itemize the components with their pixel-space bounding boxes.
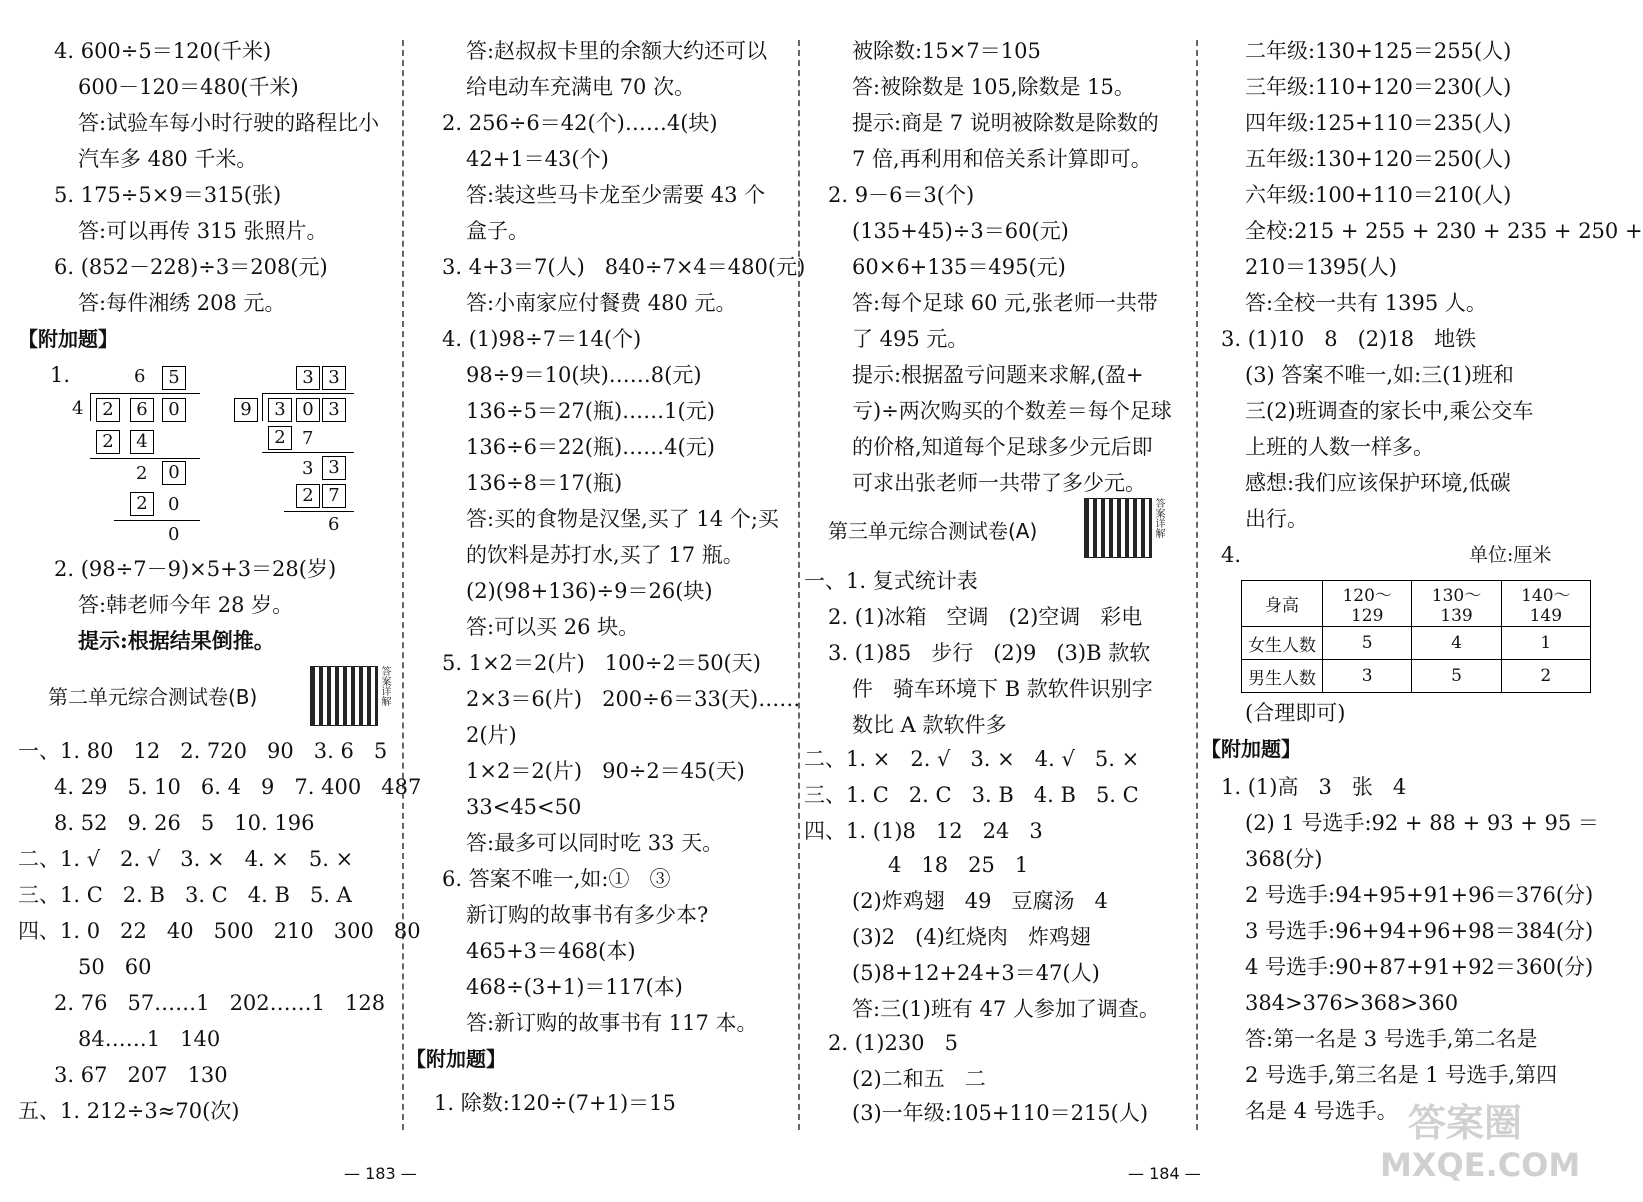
answer-line: 答:可以再传 315 张照片。 xyxy=(78,219,328,243)
table-header: 120～129 xyxy=(1323,581,1412,627)
answer-line: 2. 76 57……1 202……1 128 xyxy=(54,991,386,1015)
remainder-digit: 0 xyxy=(168,524,180,545)
answer-line: (3)一年级:105+110＝215(人) xyxy=(852,1101,1149,1125)
answer-line: 答:每件湘绣 208 元。 xyxy=(78,291,286,315)
answer-line: 2 号选手:94+95+91+96＝376(分) xyxy=(1245,883,1594,907)
table-cell: 3 xyxy=(1323,660,1412,693)
question-number: 4. xyxy=(1221,543,1242,567)
answer-line: 件 骑车环境下 B 款软件识别字 xyxy=(852,677,1153,701)
table-cell: 1 xyxy=(1501,627,1590,660)
remainder-digit: 2 xyxy=(136,463,148,484)
answer-line: 上班的人数一样多。 xyxy=(1245,435,1434,459)
digit-box: 3 xyxy=(322,456,346,480)
division-bracket xyxy=(262,393,263,421)
answer-line: (2) 1 号选手:92 + 88 + 93 + 95 ＝ xyxy=(1245,811,1599,835)
table-cell: 5 xyxy=(1323,627,1412,660)
digit-box: 2 xyxy=(296,484,320,508)
answer-line: 3. (1)10 8 (2)18 地铁 xyxy=(1221,327,1477,351)
page-number: — 183 — xyxy=(344,1164,417,1183)
answer-line: 2. (1)230 5 xyxy=(828,1031,958,1055)
answer-line: 一、1. 80 12 2. 720 90 3. 6 5 xyxy=(18,739,388,763)
answer-line: 1×2＝2(片) 90÷2＝45(天) xyxy=(466,759,745,783)
hint-line: 的价格,知道每个足球多少元后即 xyxy=(852,435,1153,459)
qr-label: 答案详解 xyxy=(1153,498,1164,538)
division-bar xyxy=(262,393,354,394)
digit-box: 2 xyxy=(96,430,120,454)
column-4 xyxy=(1201,0,1643,1140)
hint-line: 提示:根据结果倒推。 xyxy=(78,628,275,653)
answer-line: 4. (1)98÷7＝14(个) xyxy=(442,327,642,351)
digit: 7 xyxy=(302,428,314,449)
answer-line: 8. 52 9. 26 5 10. 196 xyxy=(54,811,315,835)
height-table xyxy=(1241,580,1591,693)
qr-code xyxy=(310,666,378,726)
answer-line: 98÷9＝10(块)……8(元) xyxy=(466,363,702,387)
hint-line: 提示:根据盈亏问题来求解,(盈+ xyxy=(852,363,1144,387)
answer-line: 答:新订购的故事书有 117 本。 xyxy=(466,1011,758,1035)
answer-line: 2. (98÷7－9)×5+3＝28(岁) xyxy=(54,557,337,581)
hint-line: 7 倍,再利用和倍关系计算即可。 xyxy=(852,147,1152,171)
division-bar xyxy=(90,393,200,394)
watermark-logo: 答案圈 xyxy=(1408,1101,1523,1145)
answer-line: 三、1. C 2. C 3. B 4. B 5. C xyxy=(804,783,1139,807)
answer-line: 2×3＝6(片) 200÷6＝33(天)…… xyxy=(466,687,801,711)
answer-line: 2(片) xyxy=(466,723,517,747)
answer-line: 答:全校一共有 1395 人。 xyxy=(1245,291,1487,315)
answer-line: 感想:我们应该保护环境,低碳 xyxy=(1245,471,1511,495)
remainder-digit: 0 xyxy=(168,494,180,515)
answer-line: 3. 67 207 130 xyxy=(54,1063,228,1087)
digit-box: 0 xyxy=(296,398,320,422)
answer-line: 465+3＝468(本) xyxy=(466,939,636,963)
answer-line: 600－120＝480(千米) xyxy=(78,75,299,99)
answer-line: 答:赵叔叔卡里的余额大约还可以 xyxy=(466,39,768,63)
answer-line: 四年级:125+110＝235(人) xyxy=(1245,111,1512,135)
answer-line: 6. 答案不唯一,如:① ③ xyxy=(442,867,671,891)
column-3 xyxy=(804,0,1188,1140)
answer-line: 的饮料是苏打水,买了 17 瓶。 xyxy=(466,543,744,567)
answer-line: 被除数:15×7＝105 xyxy=(852,39,1041,63)
answer-line: (2)二和五 二 xyxy=(852,1067,986,1091)
answer-line: 42+1＝43(个) xyxy=(466,147,609,171)
unit-label: 单位:厘米 xyxy=(1469,544,1552,566)
answer-line: 五年级:130+120＝250(人) xyxy=(1245,147,1512,171)
qr-label: 答案详解 xyxy=(379,666,390,706)
table-cell: 5 xyxy=(1412,660,1501,693)
column-1 xyxy=(14,0,422,1140)
answer-line: 盒子。 xyxy=(466,219,529,243)
table-header: 身高 xyxy=(1242,581,1323,627)
table-header-row xyxy=(1242,581,1591,627)
subtraction-line xyxy=(114,520,200,521)
answer-line: 3. (1)85 步行 (2)9 (3)B 款软 xyxy=(828,641,1151,665)
answer-line: 答:可以买 26 块。 xyxy=(466,615,640,639)
table-header: 140～149 xyxy=(1501,581,1590,627)
answer-line: 汽车多 480 千米。 xyxy=(78,147,258,171)
hint-line: 亏)÷两次购买的个数差＝每个足球 xyxy=(852,399,1172,423)
answer-line: 3 号选手:96+94+96+98＝384(分) xyxy=(1245,919,1594,943)
watermark-url: MXQE.COM xyxy=(1380,1146,1581,1184)
answer-line: 4 号选手:90+87+91+92＝360(分) xyxy=(1245,955,1594,979)
answer-line: 136÷8＝17(瓶) xyxy=(466,471,623,495)
table-cell: 2 xyxy=(1501,660,1590,693)
answer-line: 新订购的故事书有多少本? xyxy=(466,903,709,927)
answer-line: 3. 4+3＝7(人) 840÷7×4＝480(元) xyxy=(442,255,806,279)
answer-line: 一、1. 复式统计表 xyxy=(804,569,978,593)
answer-line: 368(分) xyxy=(1245,847,1323,871)
section-heading: 【附加题】 xyxy=(18,327,118,351)
answer-line: 1. (1)高 3 张 4 xyxy=(1221,775,1407,799)
answer-line: 答:韩老师今年 28 岁。 xyxy=(78,593,294,617)
answer-line: 33<45<50 xyxy=(466,795,582,819)
answer-line: 2. 256÷6＝42(个)……4(块) xyxy=(442,111,718,135)
answer-line: (5)8+12+24+3＝47(人) xyxy=(852,961,1100,985)
answer-line: 给电动车充满电 70 次。 xyxy=(466,75,696,99)
answer-line: 二年级:130+125＝255(人) xyxy=(1245,39,1512,63)
column-divider xyxy=(402,40,404,1130)
digit-box: 6 xyxy=(130,398,154,422)
answer-line: 四、1. 0 22 40 500 210 300 80 xyxy=(18,919,421,943)
section-heading: 【附加题】 xyxy=(1201,737,1301,761)
answer-line: 答:被除数是 105,除数是 15。 xyxy=(852,75,1135,99)
answer-line: 三(2)班调查的家长中,乘公交车 xyxy=(1245,399,1534,423)
subtraction-line xyxy=(90,458,200,459)
digit-box: 2 xyxy=(268,426,292,450)
answer-line: 210＝1395(人) xyxy=(1245,255,1397,279)
hint-line: 提示:商是 7 说明被除数是除数的 xyxy=(852,111,1159,135)
answer-line: 4 18 25 1 xyxy=(888,853,1029,877)
qr-code xyxy=(1084,498,1152,558)
answer-line: (3)2 (4)红烧肉 炸鸡翅 xyxy=(852,925,1091,949)
answer-line: (135+45)÷3＝60(元) xyxy=(852,219,1069,243)
answer-line: 答:每个足球 60 元,张老师一共带 xyxy=(852,291,1158,315)
column-divider xyxy=(1196,40,1198,1130)
answer-line: 答:最多可以同时吃 33 天。 xyxy=(466,831,724,855)
answer-line: 名是 4 号选手。 xyxy=(1245,1099,1398,1123)
answer-line: 6. (852－228)÷3＝208(元) xyxy=(54,255,328,279)
digit-box: 5 xyxy=(162,366,186,390)
digit-box: 7 xyxy=(322,484,346,508)
quotient-digit: 6 xyxy=(134,366,146,387)
answer-line: (2)炸鸡翅 49 豆腐汤 4 xyxy=(852,889,1108,913)
answer-line: 答:装这些马卡龙至少需要 43 个 xyxy=(466,183,766,207)
answer-line: 二、1. × 2. √ 3. × 4. √ 5. × xyxy=(804,747,1140,771)
digit-box: 3 xyxy=(296,366,320,390)
answer-line: 5. 175÷5×9＝315(张) xyxy=(54,183,282,207)
answer-line: 二、1. √ 2. √ 3. × 4. × 5. × xyxy=(18,847,354,871)
answer-line: 全校:215 + 255 + 230 + 235 + 250 + xyxy=(1245,219,1643,243)
answer-line: 5. 1×2＝2(片) 100÷2＝50(天) xyxy=(442,651,761,675)
answer-line: 4. 600÷5＝120(千米) xyxy=(54,39,272,63)
digit-box: 3 xyxy=(322,398,346,422)
answer-line: 三、1. C 2. B 3. C 4. B 5. A xyxy=(18,883,352,907)
digit-box: 2 xyxy=(96,398,120,422)
section-title: 第三单元综合测试卷(A) xyxy=(828,519,1038,543)
answer-line: 五、1. 212÷3≈70(次) xyxy=(18,1099,240,1123)
answer-line: 4. 29 5. 10 6. 4 9 7. 400 487 xyxy=(54,775,422,799)
answer-line: 答:小南家应付餐费 480 元。 xyxy=(466,291,737,315)
subtraction-line xyxy=(262,452,354,453)
answer-line: 2 号选手,第三名是 1 号选手,第四 xyxy=(1245,1063,1558,1087)
answer-line: 84……1 140 xyxy=(78,1027,221,1051)
answer-line: 答:买的食物是汉堡,买了 14 个;买 xyxy=(466,507,779,531)
answer-line: 50 60 xyxy=(78,955,152,979)
answer-line: 60×6+135＝495(元) xyxy=(852,255,1066,279)
section-title: 第二单元综合测试卷(B) xyxy=(48,685,258,709)
question-number: 1. xyxy=(50,363,71,387)
answer-line: 1. 除数:120÷(7+1)＝15 xyxy=(434,1091,676,1115)
answer-line: 答:第一名是 3 号选手,第二名是 xyxy=(1245,1027,1538,1051)
table-cell: 女生人数 xyxy=(1242,627,1323,660)
digit-box: 3 xyxy=(322,366,346,390)
answer-line: 六年级:100+110＝210(人) xyxy=(1245,183,1512,207)
table-cell: 男生人数 xyxy=(1242,660,1323,693)
table-header: 130～139 xyxy=(1412,581,1501,627)
page-number: — 184 — xyxy=(1128,1164,1201,1183)
answer-line: 136÷6＝22(瓶)……4(元) xyxy=(466,435,715,459)
column-divider xyxy=(798,40,800,1130)
answer-line: 答:试验车每小时行驶的路程比小 xyxy=(78,111,380,135)
subtraction-line xyxy=(284,511,354,512)
hint-line: 可求出张老师一共带了多少元。 xyxy=(852,471,1146,495)
answer-line: (3) 答案不唯一,如:三(1)班和 xyxy=(1245,363,1514,387)
digit-box: 3 xyxy=(268,398,292,422)
answer-line: 三年级:110+120＝230(人) xyxy=(1245,75,1512,99)
table-row xyxy=(1242,627,1591,660)
digit-box: 2 xyxy=(130,492,154,516)
answer-line: 136÷5＝27(瓶)……1(元) xyxy=(466,399,715,423)
column-2 xyxy=(406,0,806,1140)
answer-line: 四、1. (1)8 12 24 3 xyxy=(804,819,1043,843)
answer-line: (合理即可) xyxy=(1245,701,1346,725)
digit: 3 xyxy=(302,458,314,479)
table-row xyxy=(1242,660,1591,693)
divisor-digit: 4 xyxy=(72,398,84,419)
section-heading: 【附加题】 xyxy=(406,1047,506,1071)
answer-line: 了 495 元。 xyxy=(852,327,969,351)
answer-line: 出行。 xyxy=(1245,507,1308,531)
answer-line: (2)(98+136)÷9＝26(块) xyxy=(466,579,713,603)
digit-box: 0 xyxy=(162,398,186,422)
answer-line: 384>376>368>360 xyxy=(1245,991,1459,1015)
division-bracket xyxy=(90,393,91,421)
answer-line: 答:三(1)班有 47 人参加了调查。 xyxy=(852,997,1160,1021)
answer-line: 468÷(3+1)＝117(本) xyxy=(466,975,683,999)
digit-box: 9 xyxy=(234,398,258,422)
digit-box: 4 xyxy=(130,430,154,454)
table-cell: 4 xyxy=(1412,627,1501,660)
remainder-digit: 6 xyxy=(328,514,340,535)
answer-line: 2. 9－6＝3(个) xyxy=(828,183,975,207)
answer-line: 数比 A 款软件多 xyxy=(852,713,1007,737)
digit-box: 0 xyxy=(162,461,186,485)
answer-line: 2. (1)冰箱 空调 (2)空调 彩电 xyxy=(828,605,1143,629)
